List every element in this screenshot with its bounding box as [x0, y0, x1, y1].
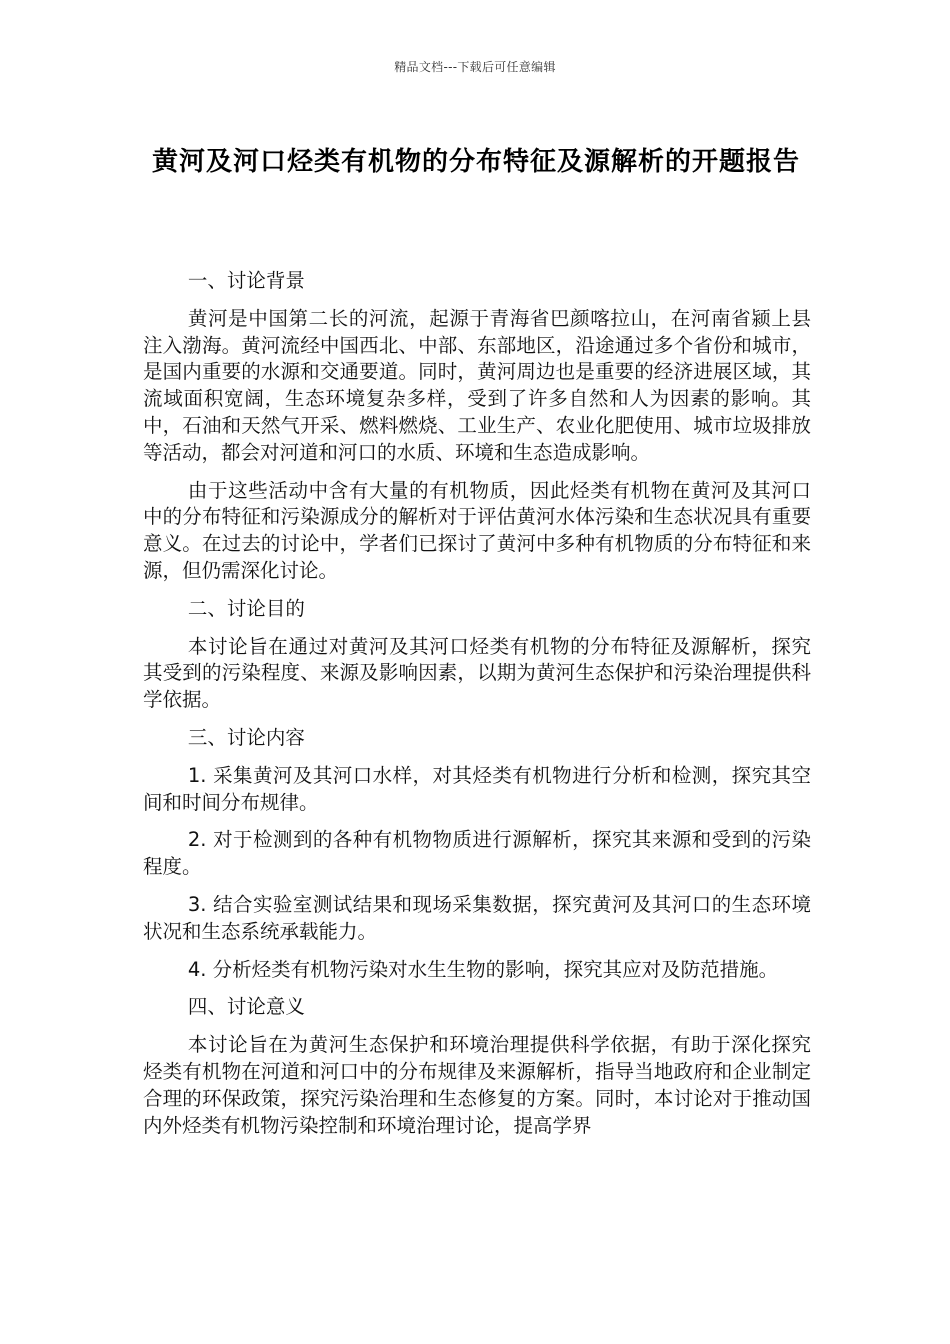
content-item-4: 4. 分析烃类有机物污染对水生生物的影响，探究其应对及防范措施。 — [187, 957, 779, 981]
content-item-1: 1. 采集黄河及其河口水样，对其烃类有机物进行分析和检测，探究其空间和时间分布规律。 — [143, 763, 811, 814]
header-note: 精品文档---下载后可任意编辑 — [394, 60, 556, 74]
section-heading-purpose: 二、讨论目的 — [187, 596, 305, 620]
document-body — [143, 268, 811, 1150]
purpose-paragraph: 本讨论旨在通过对黄河及其河口烃类有机物的分布特征及源解析，探究其受到的污染程度、来源及影响因素，以期为黄河生态保护和污染治理提供科学依据。 — [143, 634, 811, 712]
background-paragraph-2: 由于这些活动中含有大量的有机物质，因此烃类有机物在黄河及其河口中的分布特征和污染源成分的解析对于评估黄河水体污染和生态状况具有重要意义。在过去的讨论中，学者们已探讨了黄河中多种有机物质的分布特征和来源，但仍需深化讨论。 — [143, 478, 811, 582]
document-title: 黄河及河口烃类有机物的分布特征及源解析的开题报告 — [151, 147, 800, 177]
background-paragraph-1: 黄河是中国第二长的河流，起源于青海省巴颜喀拉山，在河南省颍上县注入渤海。黄河流经中国西北、中部、东部地区，沿途通过多个省份和城市，是国内重要的水源和交通要道。同时，黄河周边也是重要的经济进展区域，其流域面积宽阔，生态环境复杂多样，受到了许多自然和人为因素的影响。其中，石油和天然气开采、燃料燃烧、工业生产、农业化肥使用、城市垃圾排放等活动，都会对河道和河口的水质、环境和生态造成影响。 — [143, 306, 811, 464]
section-heading-background: 一、讨论背景 — [187, 269, 305, 292]
content-item-3: 3. 结合实验室测试结果和现场采集数据，探究黄河及其河口的生态环境状况和生态系统承载能力。 — [143, 892, 811, 943]
significance-paragraph: 本讨论旨在为黄河生态保护和环境治理提供科学依据，有助于深化探究烃类有机物在河道和河口中的分布规律及来源解析，指导当地政府和企业制定合理的环保政策，探究污染治理和生态修复的方案。同时，本讨论对于推动国内外烃类有机物污染控制和环境治理讨论，提高学界 — [143, 1033, 811, 1137]
section-heading-content: 三、讨论内容 — [187, 725, 305, 749]
content-item-2: 2. 对于检测到的各种有机物物质进行源解析，探究其来源和受到的污染程度。 — [143, 828, 811, 879]
section-heading-significance: 四、讨论意义 — [187, 995, 305, 1019]
